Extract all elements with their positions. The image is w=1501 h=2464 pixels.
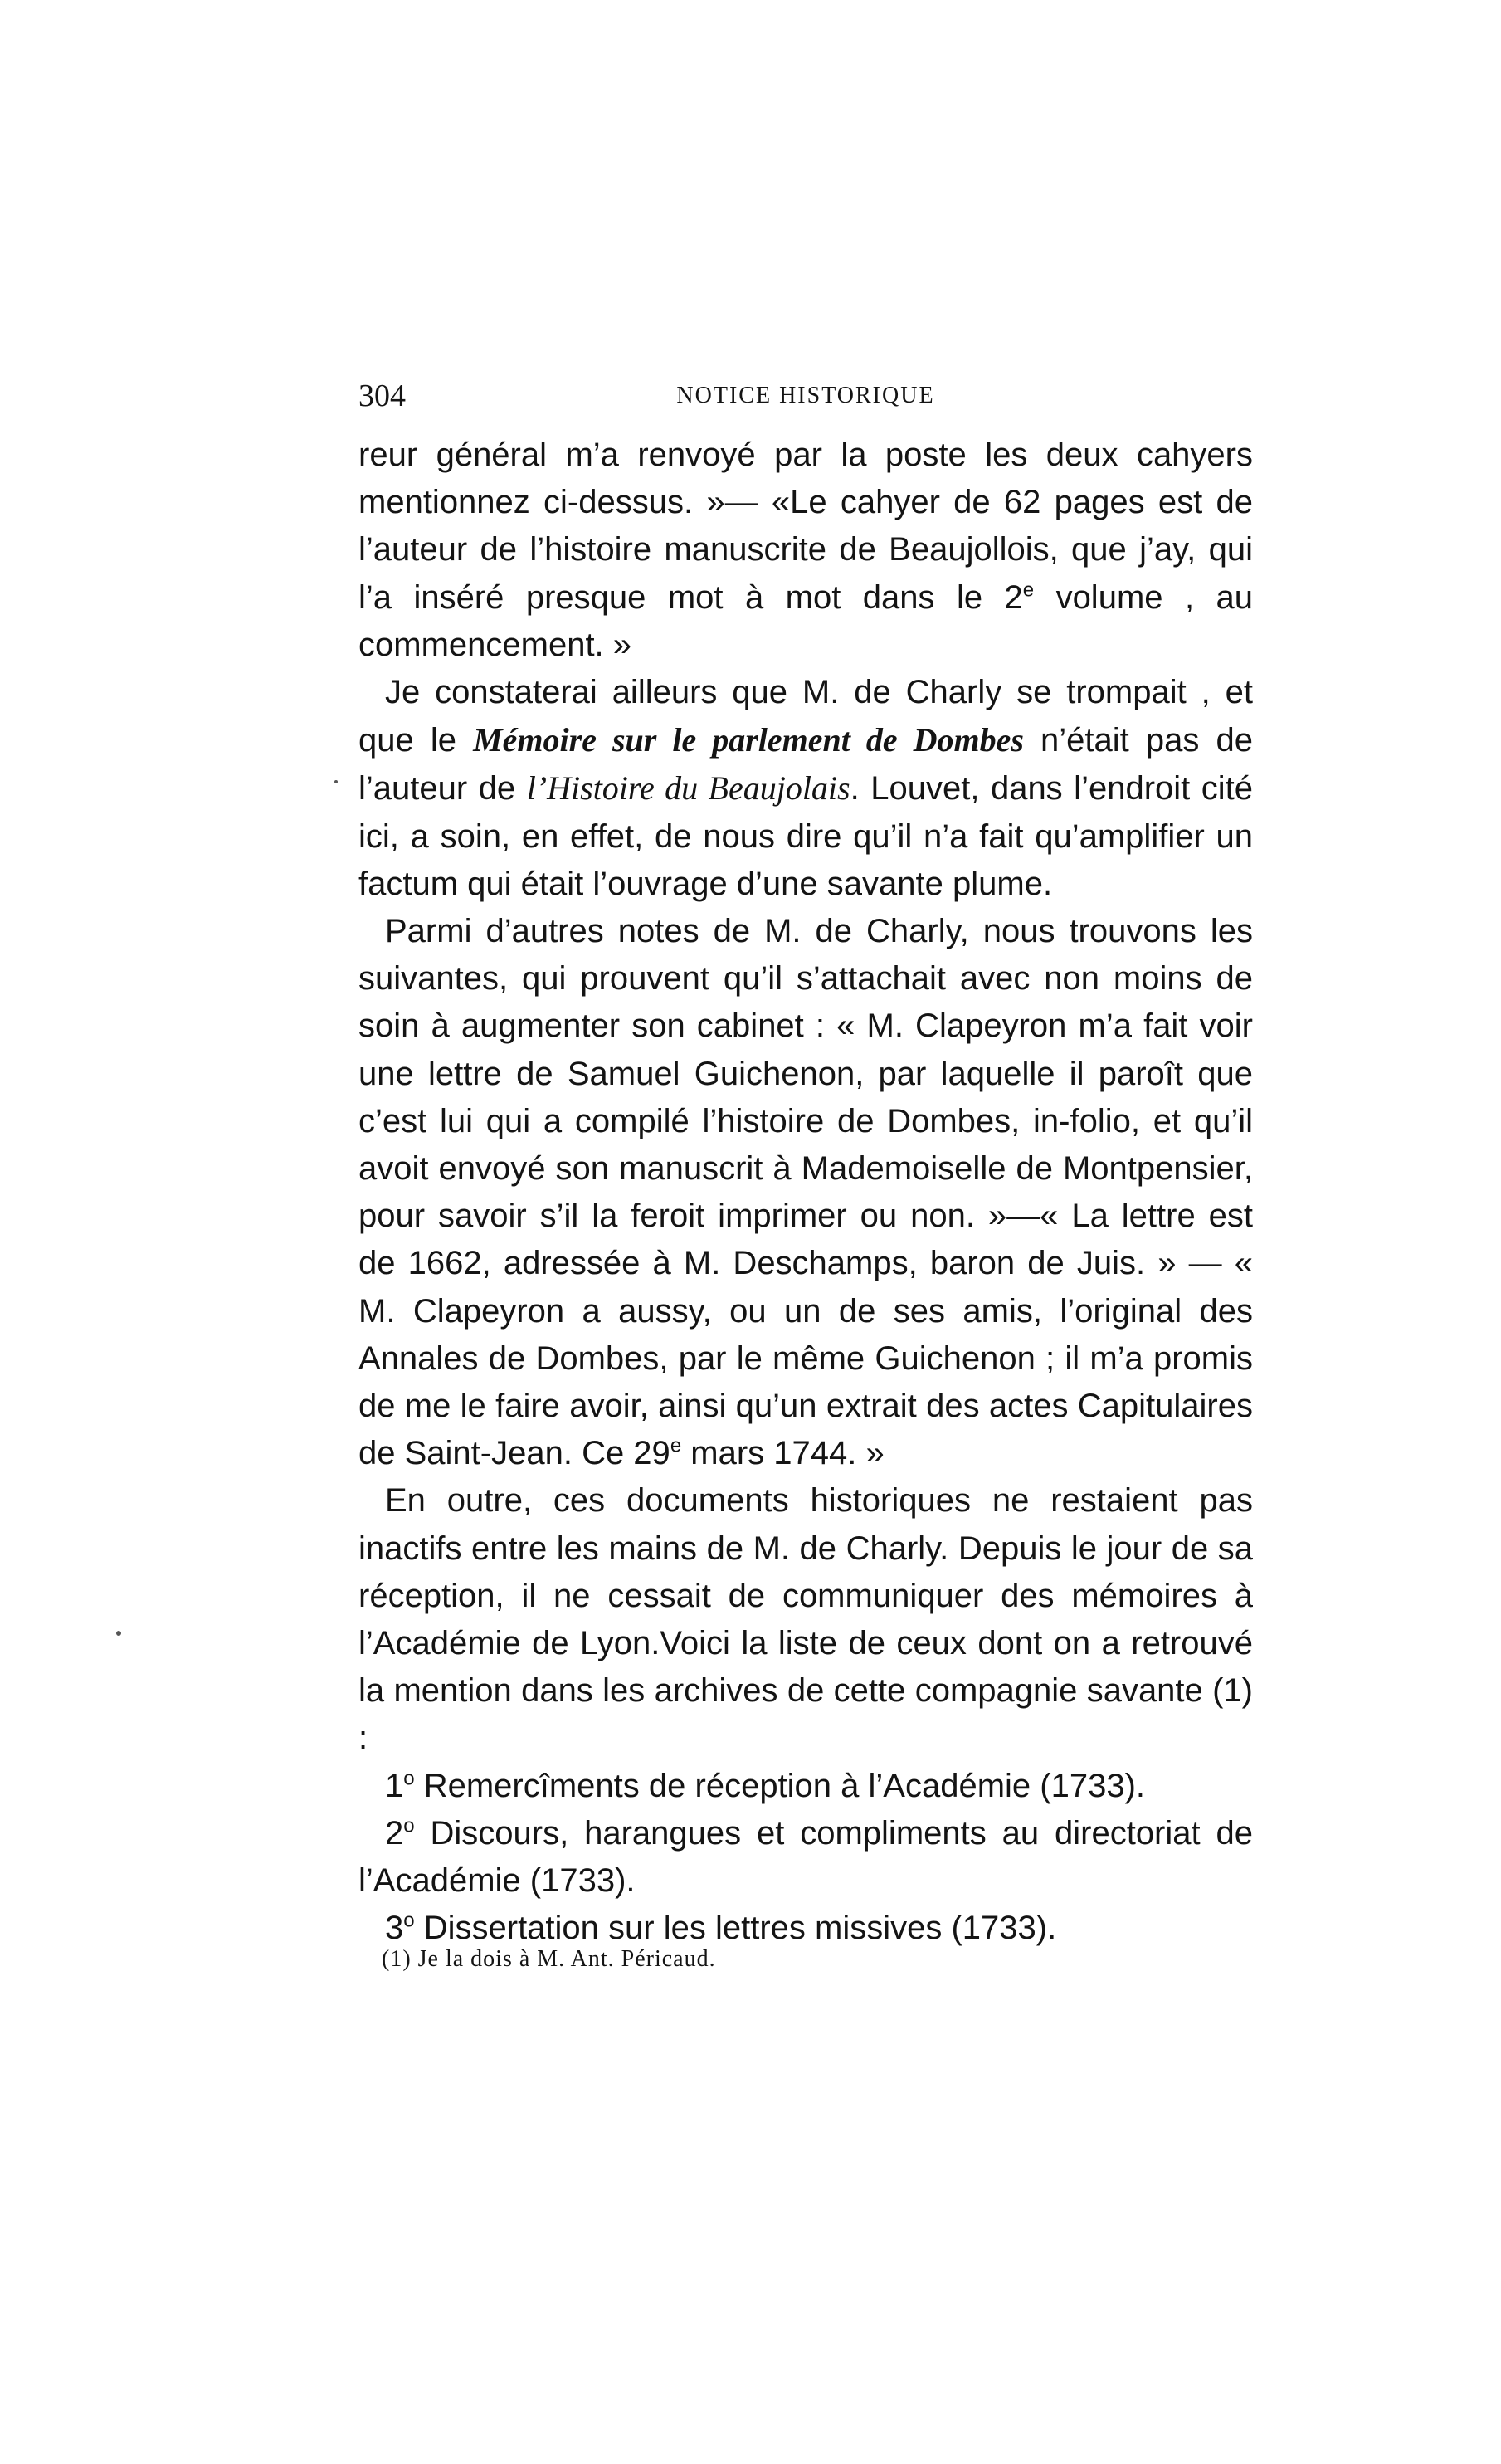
text-segment: reur général m’a renvoyé par la poste les deux cahyers mentionnez ci-dessus. »— «Le cahyer de 62 pages est de l’auteur de l’histoire manuscrite de Beaujollois, que j’ay, qui l’a inséré presque mot à mot dans le 2	[358, 437, 1253, 616]
running-title: NOTICE HISTORIQUE	[676, 383, 935, 408]
text-segment: . Louvet, dans l’endroit cité ici, a soin, en effet, de nous dire qu’il n’a fait qu’amplifier un factum qui était l’ouvrage d’une savante plume.	[358, 770, 1254, 902]
paragraph-p2	[358, 669, 1253, 908]
page-header	[358, 378, 1253, 427]
text-segment: 1	[385, 1767, 404, 1804]
text-segment: l’Histoire du Beaujolais	[526, 769, 850, 808]
text-segment: 3	[385, 1910, 404, 1947]
text-segment: En outre, ces documents historiques ne restaient pas inactifs entre les mains de M. de Charly. Depuis le jour de sa réception, il ne cessait de communiquer des mémoires à l’Académie de Lyon.Voici la liste de ceux dont on a retrouvé la mention dans les archives de cette compagnie savante (1) :	[358, 1482, 1253, 1757]
text-segment: mars 1744. »	[681, 1435, 885, 1472]
text-segment: Mémoire sur le parlement de Dombes	[473, 721, 1024, 759]
paragraph-p7	[358, 1905, 1253, 1952]
text-segment: 2	[385, 1814, 404, 1852]
text-segment: e	[1022, 578, 1035, 602]
footnote: (1) Je la dois à M. Ant. Péricaud.	[382, 1946, 716, 1972]
text-segment: o	[403, 1909, 415, 1932]
stray-mark	[116, 1631, 121, 1636]
text-segment: Parmi d’autres notes de M. de Charly, nous trouvons les suivantes, qui prouvent qu’il s’attachait avec non moins de soin à augmenter son cabinet : « M. Clapeyron m’a fait voir une lettre de Samuel Guichenon, par laquelle il paroît que c’est lui qui a compilé l’histoire de Dombes, in-folio, et qu’il avoit envoyé son manuscrit à Mademoiselle de Montpensier, pour savoir s’il la feroit imprimer ou non. »—« La lettre est de 1662, adressée à M. Deschamps, baron de Juis. » — « M. Clapeyron a aussy, ou un de ses amis, l’original des Annales de Dombes, par le même Guichenon ; il m’a promis de me le faire avoir, ainsi qu’un extrait des actes Capitulaires de Saint-Jean. Ce 29	[358, 913, 1253, 1472]
text-segment: Je constaterai ailleurs que M. de Charly se trompait , et que le	[358, 674, 1253, 759]
body-text	[358, 432, 1253, 1953]
paragraph-p6	[358, 1810, 1253, 1905]
text-segment: Dissertation sur les lettres missives (1733).	[414, 1910, 1057, 1947]
text-segment: o	[403, 1767, 415, 1790]
paragraph-p5	[358, 1763, 1253, 1810]
paragraph-p1	[358, 432, 1253, 669]
text-segment: Remercîments de réception à l’Académie (1733).	[414, 1767, 1146, 1804]
text-segment: Discours, harangues et compliments au directoriat de l’Académie (1733).	[358, 1814, 1253, 1900]
stray-mark	[334, 780, 338, 783]
text-segment: n’était pas de l’auteur de	[358, 722, 1253, 808]
text-segment: o	[403, 1814, 415, 1837]
text-segment: e	[670, 1434, 682, 1457]
paragraph-p3	[358, 908, 1253, 1477]
page-number: 304	[358, 378, 406, 413]
paragraph-p4	[358, 1477, 1253, 1762]
text-segment: volume , au commencement. »	[358, 578, 1253, 663]
